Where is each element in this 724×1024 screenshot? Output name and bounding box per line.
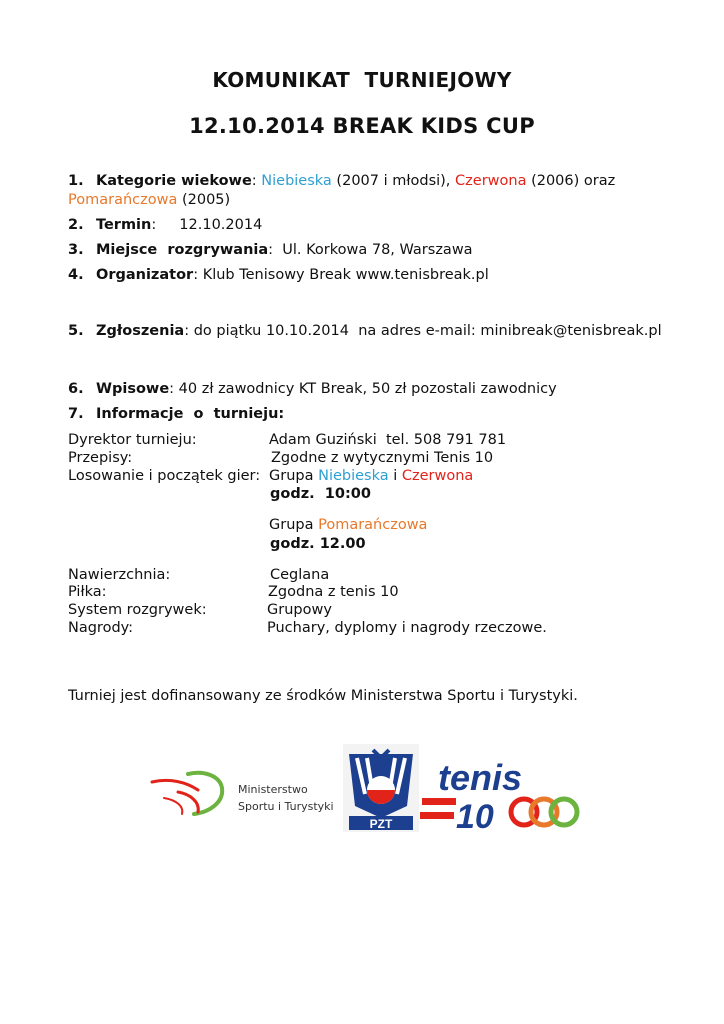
prizes-label: Nagrody: — [68, 620, 134, 636]
item-fee — [68, 380, 557, 398]
item-label: Kategorie wiekowe — [96, 173, 252, 189]
item-age-categories — [68, 172, 615, 190]
item-label: Organizator — [96, 267, 194, 283]
item-number: 1. — [68, 173, 84, 189]
director-label: Dyrektor turnieju: — [68, 432, 197, 448]
category-orange: Pomarańczowa — [68, 192, 178, 208]
group-orange-line — [269, 516, 427, 534]
tenis-word: tenis — [438, 760, 523, 798]
group-prefix: Grupa — [269, 517, 319, 533]
pzt-logo — [343, 744, 419, 832]
item-venue — [68, 241, 473, 259]
ministry-logo — [148, 768, 228, 818]
item-number: 4. — [68, 267, 84, 283]
group-red: Czerwona — [401, 468, 474, 484]
start-time-1: godz. 10:00 — [270, 486, 371, 502]
item-number: 2. — [68, 217, 84, 233]
page-subtitle: 12.10.2014 BREAK KIDS CUP — [189, 114, 535, 138]
item-number: 7. — [68, 406, 84, 422]
item-text: : Klub Tenisowy Break www.tenisbreak.pl — [193, 267, 489, 283]
prizes-value: Puchary, dyplomy i nagrody rzeczowe. — [267, 620, 547, 636]
item-number: 3. — [68, 242, 84, 258]
item-label: Wpisowe — [96, 381, 170, 397]
item-label: Miejsce rozgrywania — [96, 242, 269, 258]
pzt-text: PZT — [369, 817, 393, 831]
tenis-number: 10 — [456, 798, 494, 832]
rules-label: Przepisy: — [68, 450, 133, 466]
group-blue-red — [269, 467, 473, 485]
ministry-name-2: Sportu i Turystyki — [238, 800, 334, 813]
item-number: 6. — [68, 381, 84, 397]
system-value: Grupowy — [267, 602, 332, 618]
item-info-heading — [68, 405, 284, 423]
start-time-2: godz. 12.00 — [270, 536, 366, 552]
system-label: System rozgrywek: — [68, 602, 207, 618]
group-orange: Pomarańczowa — [318, 517, 428, 533]
item-organizer — [68, 266, 489, 284]
item-text: (2007 i młodsi), — [331, 173, 456, 189]
item-registration — [68, 322, 662, 340]
item-label: Termin — [96, 217, 152, 233]
item-text: : 12.10.2014 — [151, 217, 263, 233]
item-text: : 40 zł zawodnicy KT Break, 50 zł pozostali zawodnicy — [169, 381, 557, 397]
tenis10-logo — [420, 760, 590, 832]
item-label: Informacje o turnieju: — [96, 406, 285, 422]
group-prefix: Grupa — [269, 468, 319, 484]
ball-label: Piłka: — [68, 584, 107, 600]
surface-value: Ceglana — [270, 567, 330, 583]
category-red: Czerwona — [455, 173, 527, 189]
category-blue: Niebieska — [261, 173, 332, 189]
group-blue: Niebieska — [318, 468, 389, 484]
surface-label: Nawierzchnia: — [68, 567, 171, 583]
page-title: KOMUNIKAT TURNIEJOWY — [212, 68, 512, 92]
item-date — [68, 216, 262, 234]
item-text: (2006) oraz — [526, 173, 616, 189]
draw-label: Losowanie i początek gier: — [68, 468, 261, 484]
group-and: i — [388, 468, 402, 484]
funding-note: Turniej jest dofinansowany ze środków Ministerstwa Sportu i Turystyki. — [68, 688, 578, 704]
ministry-name-1: Ministerstwo — [238, 783, 308, 796]
item-number: 5. — [68, 323, 84, 339]
rules-value: Zgodne z wytycznymi Tenis 10 — [271, 450, 494, 466]
item-label: Zgłoszenia — [96, 323, 185, 339]
item-text: : — [251, 173, 262, 189]
item-text: : do piątku 10.10.2014 na adres e-mail: minibreak@tenisbreak.pl — [184, 323, 662, 339]
item-text: : Ul. Korkowa 78, Warszawa — [268, 242, 473, 258]
item-age-categories-cont — [68, 191, 230, 209]
ball-value: Zgodna z tenis 10 — [268, 584, 399, 600]
item-text: (2005) — [177, 192, 231, 208]
director-value: Adam Guziński tel. 508 791 781 — [269, 432, 507, 448]
